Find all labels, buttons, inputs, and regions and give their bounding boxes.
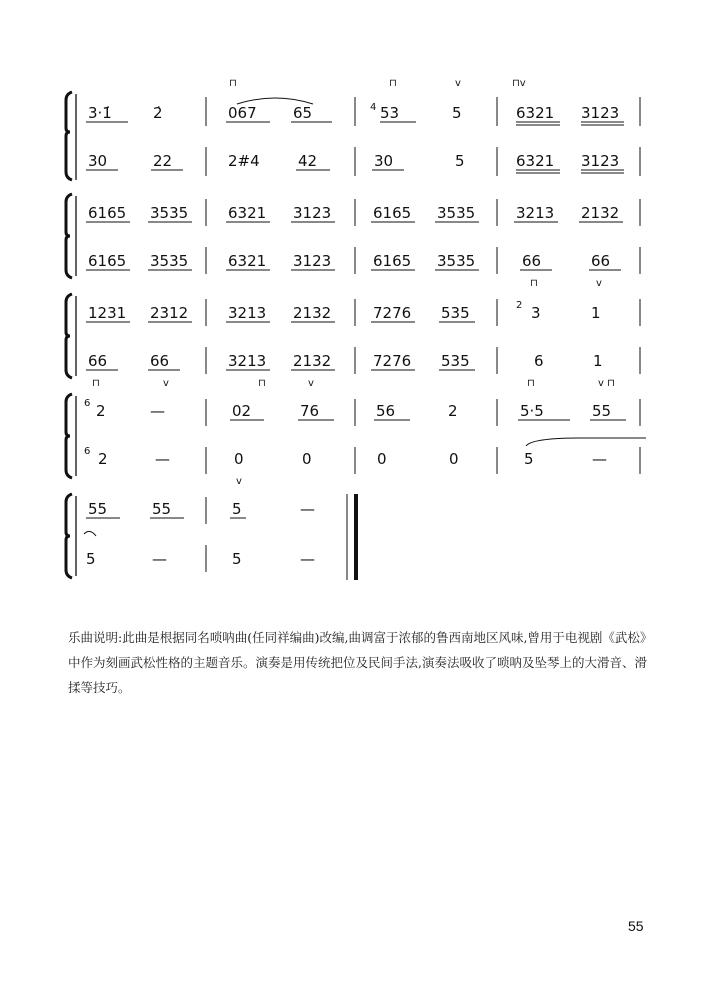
- measure-3-4-b: 1: [591, 304, 601, 322]
- measure-5-2-lower-a: 5: [232, 550, 242, 568]
- system-3-lower: [86, 347, 640, 389]
- measure-4-1-lower-a: 2: [98, 450, 108, 468]
- measure-4-2-lower-a: 0: [234, 450, 244, 468]
- svg-text:2: 2: [516, 300, 523, 311]
- svg-text:v: v: [308, 378, 314, 389]
- measure-2-2-lower-a: 6321: [228, 252, 267, 270]
- measure-3-1-b: 2312: [150, 304, 189, 322]
- measure-1-3-lower-b: 5: [455, 152, 465, 170]
- measure-2-2-a: 6321: [228, 204, 267, 222]
- measure-4-4-b: 55: [592, 402, 612, 420]
- svg-text:⊓: ⊓: [92, 378, 100, 389]
- system-2-lower: [86, 247, 640, 289]
- measure-1-3-b: 5: [452, 104, 462, 122]
- measure-1-1-a: 3·1̇: [88, 104, 112, 122]
- svg-text:v: v: [163, 378, 169, 389]
- measure-3-3-lower-a: 7276: [373, 352, 412, 370]
- measure-1-2-lower-b: 42: [298, 152, 318, 170]
- measure-1-2-lower-a: 2#4: [228, 152, 260, 170]
- measure-4-4-lower-a: 5: [524, 450, 534, 468]
- measure-1-1-lower-b: 22: [153, 152, 173, 170]
- svg-text:4: 4: [370, 102, 377, 113]
- measure-1-3-lower-a: 30: [374, 152, 394, 170]
- measure-1-4-a: 6321: [516, 104, 555, 122]
- measure-2-4-lower-b: 66: [591, 252, 611, 270]
- measure-2-1-lower-a: 6165: [88, 252, 127, 270]
- measure-3-2-lower-a: 3213: [228, 352, 267, 370]
- measure-4-1-b: —: [150, 402, 165, 420]
- measure-5-2-b: —: [300, 500, 315, 518]
- measure-2-3-b: 3535: [437, 204, 476, 222]
- system-1-lower: [86, 147, 640, 176]
- system-2-upper: [86, 199, 640, 226]
- measure-2-2-lower-b: 3123: [293, 252, 332, 270]
- measure-2-4-a: 3213: [516, 204, 555, 222]
- system-5: [66, 494, 356, 580]
- svg-text:v: v: [236, 476, 242, 487]
- measure-2-4-b: 2132: [581, 204, 620, 222]
- measure-4-4-lower-b: —: [592, 450, 607, 468]
- svg-text:6: 6: [84, 446, 91, 457]
- measure-3-4-lower-b: 1: [593, 352, 603, 370]
- measure-2-1-a: 6165: [88, 204, 127, 222]
- measure-1-4-b: 3123: [581, 104, 620, 122]
- measure-4-3-b: 2: [448, 402, 458, 420]
- measure-4-3-a: 56: [376, 402, 396, 420]
- measure-5-1-lower-b: —: [152, 550, 167, 568]
- description-block: [68, 625, 658, 700]
- measure-2-3-a: 6165: [373, 204, 412, 222]
- description-text: 此曲是根据同名唢呐曲(任同祥编曲)改编,曲调富于浓郁的鲁西南地区风味,曾用于电视剧《武松》中作为刻画武松性格的主题音乐。演奏是用传统把位及民间手法,演奏法吸收了唢呐及坠琴上的大滑音、滑揉等技巧。: [68, 630, 653, 695]
- measure-5-2-a: 5: [232, 500, 242, 518]
- measure-2-1-lower-b: 3535: [150, 252, 189, 270]
- measure-4-2-lower-b: 0: [302, 450, 312, 468]
- measure-1-1-lower-a: 30: [88, 152, 108, 170]
- measure-3-2-lower-b: 2132: [293, 352, 332, 370]
- measure-4-1-a: 2: [96, 402, 106, 420]
- measure-3-1-lower-a: 66: [88, 352, 108, 370]
- system-4-upper: [84, 398, 640, 426]
- measure-1-3-a: 53: [380, 104, 400, 122]
- measure-4-1-lower-b: —: [155, 450, 170, 468]
- measure-1-2-a: 067: [228, 104, 257, 122]
- measure-3-2-b: 2132: [293, 304, 332, 322]
- system-1-upper: [86, 97, 640, 126]
- system-4: [66, 394, 646, 487]
- svg-text:⊓: ⊓: [389, 78, 397, 89]
- measure-3-3-a: 7276: [373, 304, 412, 322]
- measure-2-2-b: 3123: [293, 204, 332, 222]
- svg-text:⊓: ⊓: [530, 278, 538, 289]
- svg-text:⊓: ⊓: [229, 78, 237, 89]
- system-5-lower: [84, 531, 315, 572]
- measure-2-3-lower-b: 3535: [437, 252, 476, 270]
- svg-text:6: 6: [84, 398, 91, 409]
- measure-3-3-lower-b: 535: [441, 352, 470, 370]
- measure-1-1-b: 2̇: [153, 104, 163, 122]
- svg-text:v: v: [455, 78, 461, 89]
- measure-4-2-a: 02: [232, 402, 252, 420]
- svg-text:v: v: [596, 278, 602, 289]
- page-number: 55: [628, 918, 644, 934]
- measure-5-1-lower-a: 5: [86, 550, 96, 568]
- system-1: [66, 78, 640, 180]
- measure-2-4-lower-a: 66: [522, 252, 542, 270]
- svg-text:⊓: ⊓: [527, 378, 535, 389]
- measure-3-1-a: 1231: [88, 304, 127, 322]
- measure-5-1-b: 55: [152, 500, 172, 518]
- measure-3-4-lower-a: 6: [534, 352, 544, 370]
- system-2: [66, 194, 640, 289]
- measure-3-1-lower-b: 66: [150, 352, 170, 370]
- measure-3-2-a: 3213: [228, 304, 267, 322]
- system-3: [66, 294, 640, 389]
- measure-4-2-b: 76: [300, 402, 320, 420]
- measure-2-3-lower-a: 6165: [373, 252, 412, 270]
- system-4-lower: [84, 438, 646, 487]
- measure-4-3-lower-b: 0: [449, 450, 459, 468]
- description-label: 乐曲说明:: [68, 630, 123, 645]
- svg-text:v ⊓: v ⊓: [598, 378, 615, 389]
- measure-1-4-lower-b: 3123: [581, 152, 620, 170]
- measure-5-2-lower-b: —: [300, 550, 315, 568]
- measure-3-3-b: 535: [441, 304, 470, 322]
- measure-5-1-a: 55: [88, 500, 108, 518]
- measure-4-4-a: 5·5: [520, 402, 544, 420]
- measure-3-4-a: 3: [531, 304, 541, 322]
- measure-2-1-b: 3535: [150, 204, 189, 222]
- system-3-upper: [86, 299, 640, 326]
- measure-1-4-lower-a: 6321: [516, 152, 555, 170]
- svg-text:⊓v: ⊓v: [512, 78, 526, 89]
- system-5-upper: [86, 497, 315, 524]
- measure-4-3-lower-a: 0: [377, 450, 387, 468]
- measure-1-2-b: 65: [293, 104, 313, 122]
- svg-text:⊓: ⊓: [258, 378, 266, 389]
